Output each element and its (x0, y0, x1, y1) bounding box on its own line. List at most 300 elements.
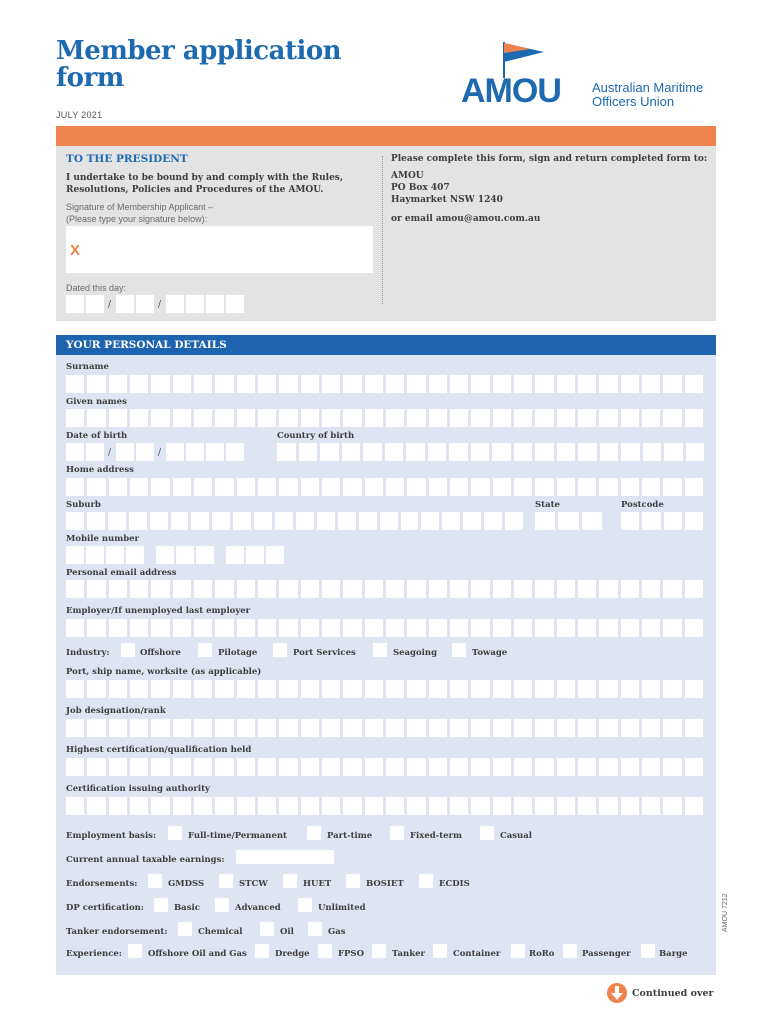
char-box[interactable] (621, 680, 639, 698)
job-field[interactable] (66, 719, 706, 737)
char-box[interactable] (401, 512, 419, 530)
char-box[interactable] (237, 758, 255, 776)
char-box[interactable] (130, 409, 148, 427)
char-box[interactable] (322, 797, 340, 815)
char-box[interactable] (191, 512, 209, 530)
char-box[interactable] (535, 797, 553, 815)
dp-unlimited-checkbox[interactable] (298, 898, 312, 912)
char-box[interactable] (493, 580, 511, 598)
industry-offshore-checkbox[interactable] (121, 643, 135, 657)
char-box[interactable] (215, 478, 233, 496)
char-box[interactable] (642, 409, 660, 427)
char-box[interactable] (130, 478, 148, 496)
char-box[interactable] (557, 375, 575, 393)
char-box[interactable] (599, 719, 617, 737)
char-box[interactable] (407, 797, 425, 815)
char-box[interactable] (407, 719, 425, 737)
char-box[interactable] (664, 443, 683, 461)
char-box[interactable] (493, 758, 511, 776)
char-box[interactable] (322, 580, 340, 598)
char-box[interactable] (621, 580, 639, 598)
tanker-chemical-checkbox[interactable] (178, 922, 192, 936)
email-field[interactable] (66, 580, 706, 598)
char-box[interactable] (194, 797, 212, 815)
char-box[interactable] (151, 409, 169, 427)
char-box[interactable] (535, 719, 553, 737)
mobile-digit-box[interactable] (226, 546, 244, 564)
char-box[interactable] (514, 680, 532, 698)
char-box[interactable] (66, 680, 84, 698)
char-box[interactable] (87, 512, 105, 530)
char-box[interactable] (471, 375, 489, 393)
char-box[interactable] (505, 512, 523, 530)
mobile-digit-box[interactable] (156, 546, 174, 564)
char-box[interactable] (342, 443, 361, 461)
char-box[interactable] (663, 758, 681, 776)
char-box[interactable] (471, 619, 489, 637)
char-box[interactable] (365, 619, 383, 637)
char-box[interactable] (343, 758, 361, 776)
char-box[interactable] (429, 580, 447, 598)
date-year-box-2[interactable] (186, 295, 204, 313)
char-box[interactable] (557, 619, 575, 637)
char-box[interactable] (493, 719, 511, 737)
char-box[interactable] (151, 719, 169, 737)
char-box[interactable] (363, 443, 382, 461)
char-box[interactable] (642, 619, 660, 637)
char-box[interactable] (429, 758, 447, 776)
char-box[interactable] (557, 478, 575, 496)
char-box[interactable] (194, 758, 212, 776)
char-box[interactable] (343, 619, 361, 637)
char-box[interactable] (386, 375, 404, 393)
state-field[interactable] (535, 512, 605, 530)
char-box[interactable] (493, 797, 511, 815)
char-box[interactable] (663, 409, 681, 427)
char-box[interactable] (87, 478, 105, 496)
char-box[interactable] (406, 443, 425, 461)
industry-towage-checkbox[interactable] (452, 643, 466, 657)
char-box[interactable] (450, 375, 468, 393)
tanker-gas-checkbox[interactable] (308, 922, 322, 936)
char-box[interactable] (471, 758, 489, 776)
char-box[interactable] (173, 409, 191, 427)
char-box[interactable] (279, 797, 297, 815)
char-box[interactable] (407, 680, 425, 698)
char-box[interactable] (322, 375, 340, 393)
char-box[interactable] (685, 758, 703, 776)
char-box[interactable] (237, 797, 255, 815)
char-box[interactable] (322, 680, 340, 698)
char-box[interactable] (173, 375, 191, 393)
char-box[interactable] (130, 375, 148, 393)
endorse-stcw-checkbox[interactable] (219, 874, 233, 888)
mobile-digit-box[interactable] (176, 546, 194, 564)
char-box[interactable] (535, 409, 553, 427)
char-box[interactable] (471, 719, 489, 737)
char-box[interactable] (151, 797, 169, 815)
char-box[interactable] (557, 719, 575, 737)
exp-dredge-checkbox[interactable] (255, 944, 269, 958)
char-box[interactable] (557, 758, 575, 776)
char-box[interactable] (87, 680, 105, 698)
char-box[interactable] (301, 580, 319, 598)
cert-authority-field[interactable] (66, 797, 706, 815)
char-box[interactable] (621, 375, 639, 393)
char-box[interactable] (621, 512, 639, 530)
char-box[interactable] (621, 797, 639, 815)
char-box[interactable] (109, 719, 127, 737)
char-box[interactable] (578, 758, 596, 776)
employment-fulltime-checkbox[interactable] (168, 826, 182, 840)
mobile-digit-box[interactable] (246, 546, 264, 564)
char-box[interactable] (66, 580, 84, 598)
char-box[interactable] (685, 619, 703, 637)
char-box[interactable] (365, 580, 383, 598)
char-box[interactable] (385, 443, 404, 461)
char-box[interactable] (343, 580, 361, 598)
char-box[interactable] (493, 409, 511, 427)
char-box[interactable] (386, 758, 404, 776)
employer-field[interactable] (66, 619, 706, 637)
char-box[interactable] (463, 512, 481, 530)
char-box[interactable] (493, 375, 511, 393)
dob-month-box-1[interactable] (116, 443, 134, 461)
char-box[interactable] (535, 619, 553, 637)
char-box[interactable] (215, 375, 233, 393)
char-box[interactable] (87, 375, 105, 393)
char-box[interactable] (130, 680, 148, 698)
exp-roro-checkbox[interactable] (511, 944, 525, 958)
char-box[interactable] (365, 680, 383, 698)
char-box[interactable] (664, 512, 682, 530)
tanker-oil-checkbox[interactable] (260, 922, 274, 936)
char-box[interactable] (621, 758, 639, 776)
char-box[interactable] (582, 512, 602, 530)
employment-parttime-checkbox[interactable] (307, 826, 321, 840)
char-box[interactable] (621, 478, 639, 496)
char-box[interactable] (296, 512, 314, 530)
char-box[interactable] (343, 797, 361, 815)
char-box[interactable] (129, 512, 147, 530)
date-year-box-1[interactable] (166, 295, 184, 313)
char-box[interactable] (237, 619, 255, 637)
char-box[interactable] (194, 375, 212, 393)
char-box[interactable] (557, 797, 575, 815)
char-box[interactable] (599, 797, 617, 815)
char-box[interactable] (685, 409, 703, 427)
char-box[interactable] (535, 478, 553, 496)
exp-container-checkbox[interactable] (433, 944, 447, 958)
char-box[interactable] (642, 580, 660, 598)
postcode-field[interactable] (621, 512, 706, 530)
date-year-box-3[interactable] (206, 295, 224, 313)
char-box[interactable] (343, 409, 361, 427)
char-box[interactable] (642, 375, 660, 393)
char-box[interactable] (663, 680, 681, 698)
char-box[interactable] (66, 512, 84, 530)
char-box[interactable] (599, 680, 617, 698)
char-box[interactable] (685, 580, 703, 598)
char-box[interactable] (407, 409, 425, 427)
dp-basic-checkbox[interactable] (154, 898, 168, 912)
char-box[interactable] (237, 580, 255, 598)
char-box[interactable] (279, 758, 297, 776)
char-box[interactable] (621, 719, 639, 737)
char-box[interactable] (215, 619, 233, 637)
char-box[interactable] (237, 375, 255, 393)
char-box[interactable] (301, 719, 319, 737)
char-box[interactable] (109, 758, 127, 776)
char-box[interactable] (450, 797, 468, 815)
dob-month-box-2[interactable] (136, 443, 154, 461)
char-box[interactable] (299, 443, 318, 461)
char-box[interactable] (66, 478, 84, 496)
char-box[interactable] (642, 758, 660, 776)
char-box[interactable] (151, 478, 169, 496)
char-box[interactable] (322, 619, 340, 637)
char-box[interactable] (492, 443, 511, 461)
char-box[interactable] (685, 478, 703, 496)
char-box[interactable] (514, 797, 532, 815)
char-box[interactable] (407, 758, 425, 776)
char-box[interactable] (642, 512, 660, 530)
char-box[interactable] (578, 375, 596, 393)
earnings-input[interactable] (236, 850, 334, 864)
char-box[interactable] (130, 758, 148, 776)
char-box[interactable] (215, 758, 233, 776)
home-address-field[interactable] (66, 478, 706, 496)
char-box[interactable] (493, 619, 511, 637)
char-box[interactable] (109, 375, 127, 393)
char-box[interactable] (599, 478, 617, 496)
char-box[interactable] (386, 478, 404, 496)
date-day-box-2[interactable] (86, 295, 104, 313)
char-box[interactable] (685, 797, 703, 815)
mobile-digit-box[interactable] (106, 546, 124, 564)
suburb-field[interactable] (66, 512, 526, 530)
char-box[interactable] (493, 680, 511, 698)
char-box[interactable] (87, 797, 105, 815)
industry-port-services-checkbox[interactable] (273, 643, 287, 657)
char-box[interactable] (108, 512, 126, 530)
char-box[interactable] (66, 619, 84, 637)
char-box[interactable] (279, 375, 297, 393)
char-box[interactable] (322, 409, 340, 427)
char-box[interactable] (215, 680, 233, 698)
char-box[interactable] (173, 797, 191, 815)
cert-field[interactable] (66, 758, 706, 776)
endorse-huet-checkbox[interactable] (283, 874, 297, 888)
char-box[interactable] (233, 512, 251, 530)
char-box[interactable] (599, 580, 617, 598)
exp-fpso-checkbox[interactable] (318, 944, 332, 958)
char-box[interactable] (514, 409, 532, 427)
char-box[interactable] (471, 680, 489, 698)
mobile-digit-box[interactable] (66, 546, 84, 564)
char-box[interactable] (663, 478, 681, 496)
char-box[interactable] (471, 443, 490, 461)
char-box[interactable] (599, 619, 617, 637)
char-box[interactable] (254, 512, 272, 530)
char-box[interactable] (642, 680, 660, 698)
char-box[interactable] (173, 680, 191, 698)
char-box[interactable] (343, 680, 361, 698)
char-box[interactable] (442, 512, 460, 530)
char-box[interactable] (514, 478, 532, 496)
date-month-box-2[interactable] (136, 295, 154, 313)
char-box[interactable] (258, 680, 276, 698)
char-box[interactable] (109, 478, 127, 496)
dob-year-box-3[interactable] (206, 443, 224, 461)
char-box[interactable] (471, 409, 489, 427)
char-box[interactable] (258, 758, 276, 776)
char-box[interactable] (429, 478, 447, 496)
char-box[interactable] (151, 375, 169, 393)
char-box[interactable] (301, 375, 319, 393)
char-box[interactable] (275, 512, 293, 530)
char-box[interactable] (429, 409, 447, 427)
date-year-box-4[interactable] (226, 295, 244, 313)
char-box[interactable] (471, 478, 489, 496)
char-box[interactable] (599, 758, 617, 776)
char-box[interactable] (151, 680, 169, 698)
char-box[interactable] (258, 375, 276, 393)
char-box[interactable] (450, 409, 468, 427)
char-box[interactable] (365, 758, 383, 776)
char-box[interactable] (407, 619, 425, 637)
char-box[interactable] (599, 409, 617, 427)
char-box[interactable] (343, 478, 361, 496)
dp-advanced-checkbox[interactable] (215, 898, 229, 912)
char-box[interactable] (173, 580, 191, 598)
char-box[interactable] (514, 719, 532, 737)
endorse-ecdis-checkbox[interactable] (419, 874, 433, 888)
char-box[interactable] (642, 797, 660, 815)
char-box[interactable] (686, 443, 705, 461)
char-box[interactable] (194, 719, 212, 737)
char-box[interactable] (215, 719, 233, 737)
char-box[interactable] (130, 580, 148, 598)
char-box[interactable] (429, 619, 447, 637)
char-box[interactable] (407, 478, 425, 496)
char-box[interactable] (557, 580, 575, 598)
char-box[interactable] (450, 478, 468, 496)
char-box[interactable] (514, 375, 532, 393)
date-month-box-1[interactable] (116, 295, 134, 313)
char-box[interactable] (109, 797, 127, 815)
char-box[interactable] (685, 680, 703, 698)
employment-casual-checkbox[interactable] (480, 826, 494, 840)
char-box[interactable] (151, 580, 169, 598)
char-box[interactable] (130, 619, 148, 637)
char-box[interactable] (621, 409, 639, 427)
char-box[interactable] (471, 797, 489, 815)
char-box[interactable] (421, 512, 439, 530)
char-box[interactable] (429, 375, 447, 393)
char-box[interactable] (66, 797, 84, 815)
char-box[interactable] (514, 443, 533, 461)
char-box[interactable] (557, 443, 576, 461)
char-box[interactable] (365, 478, 383, 496)
char-box[interactable] (663, 580, 681, 598)
char-box[interactable] (484, 512, 502, 530)
char-box[interactable] (450, 580, 468, 598)
exp-barge-checkbox[interactable] (641, 944, 655, 958)
mobile-digit-box[interactable] (266, 546, 284, 564)
char-box[interactable] (173, 719, 191, 737)
char-box[interactable] (621, 619, 639, 637)
char-box[interactable] (558, 512, 578, 530)
char-box[interactable] (66, 758, 84, 776)
endorse-gmdss-checkbox[interactable] (148, 874, 162, 888)
char-box[interactable] (279, 580, 297, 598)
char-box[interactable] (535, 758, 553, 776)
char-box[interactable] (535, 580, 553, 598)
char-box[interactable] (87, 719, 105, 737)
char-box[interactable] (429, 797, 447, 815)
char-box[interactable] (277, 443, 296, 461)
char-box[interactable] (194, 478, 212, 496)
char-box[interactable] (343, 719, 361, 737)
char-box[interactable] (643, 443, 662, 461)
char-box[interactable] (194, 409, 212, 427)
employment-fixedterm-checkbox[interactable] (390, 826, 404, 840)
char-box[interactable] (320, 443, 339, 461)
char-box[interactable] (279, 680, 297, 698)
char-box[interactable] (685, 719, 703, 737)
char-box[interactable] (212, 512, 230, 530)
char-box[interactable] (493, 478, 511, 496)
dob-year-box-4[interactable] (226, 443, 244, 461)
mobile-digit-box[interactable] (86, 546, 104, 564)
char-box[interactable] (429, 680, 447, 698)
char-box[interactable] (578, 619, 596, 637)
char-box[interactable] (301, 619, 319, 637)
char-box[interactable] (578, 478, 596, 496)
char-box[interactable] (173, 478, 191, 496)
char-box[interactable] (365, 375, 383, 393)
char-box[interactable] (428, 443, 447, 461)
char-box[interactable] (237, 478, 255, 496)
char-box[interactable] (407, 580, 425, 598)
char-box[interactable] (557, 409, 575, 427)
char-box[interactable] (87, 580, 105, 598)
char-box[interactable] (301, 478, 319, 496)
char-box[interactable] (663, 619, 681, 637)
char-box[interactable] (338, 512, 356, 530)
char-box[interactable] (450, 758, 468, 776)
char-box[interactable] (66, 719, 84, 737)
char-box[interactable] (258, 719, 276, 737)
char-box[interactable] (663, 797, 681, 815)
char-box[interactable] (359, 512, 377, 530)
char-box[interactable] (685, 512, 703, 530)
char-box[interactable] (237, 680, 255, 698)
char-box[interactable] (151, 619, 169, 637)
char-box[interactable] (386, 680, 404, 698)
char-box[interactable] (449, 443, 468, 461)
char-box[interactable] (279, 619, 297, 637)
mobile-digit-box[interactable] (196, 546, 214, 564)
char-box[interactable] (279, 719, 297, 737)
char-box[interactable] (258, 409, 276, 427)
char-box[interactable] (386, 797, 404, 815)
char-box[interactable] (66, 375, 84, 393)
surname-field[interactable] (66, 375, 706, 393)
char-box[interactable] (386, 409, 404, 427)
char-box[interactable] (194, 580, 212, 598)
